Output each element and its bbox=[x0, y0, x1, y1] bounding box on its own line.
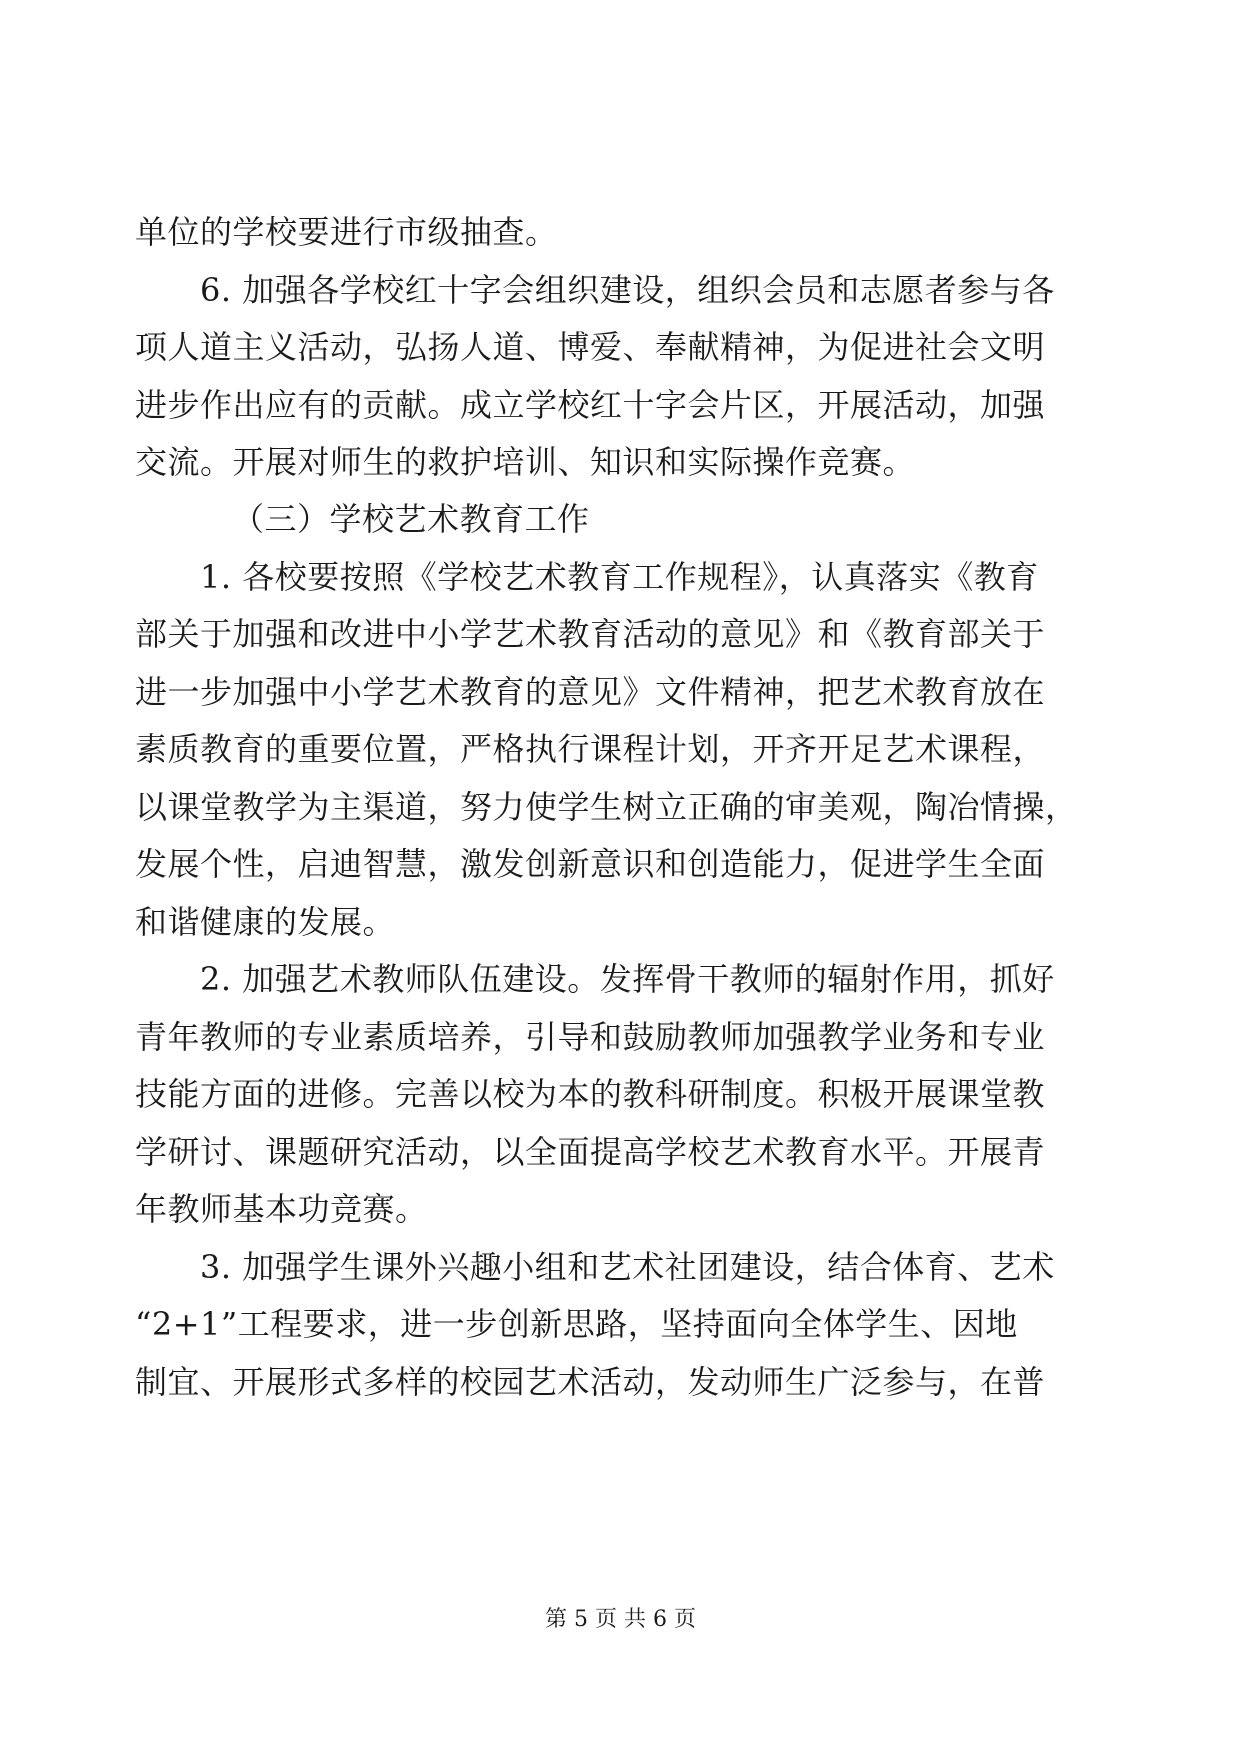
body-line: 技能方面的进修。完善以校为本的教科研制度。积极开展课堂教 bbox=[135, 1075, 1046, 1113]
body-line: 进一步加强中小学艺术教育的意见》文件精神，把艺术教育放在 bbox=[135, 673, 1046, 711]
body-line: 学研讨、课题研究活动，以全面提高学校艺术教育水平。开展青 bbox=[135, 1133, 1046, 1171]
body-line: 部关于加强和改进中小学艺术教育活动的意见》和《教育部关于 bbox=[135, 615, 1046, 653]
body-line: 交流。开展对师生的救护培训、知识和实际操作竞赛。 bbox=[135, 443, 916, 481]
paragraph-1-first-line: 1. 各校要按照《学校艺术教育工作规程》，认真落实《教育 bbox=[200, 558, 1039, 596]
body-line: 单位的学校要进行市级抽查。 bbox=[135, 213, 558, 251]
paragraph-6-first-line: 6. 加强各学校红十字会组织建设，组织会员和志愿者参与各 bbox=[200, 271, 1055, 309]
page-number-footer: 第 5 页 共 6 页 bbox=[545, 1607, 696, 1632]
body-line: 以课堂教学为主渠道，努力使学生树立正确的审美观，陶冶情操， bbox=[135, 788, 1078, 826]
paragraph-3-first-line: 3. 加强学生课外兴趣小组和艺术社团建设，结合体育、艺术 bbox=[200, 1248, 1055, 1286]
body-line: 进步作出应有的贡献。成立学校红十字会片区，开展活动，加强 bbox=[135, 386, 1046, 424]
body-line: 发展个性，启迪智慧，激发创新意识和创造能力，促进学生全面 bbox=[135, 845, 1046, 883]
body-line: 年教师基本功竞赛。 bbox=[135, 1190, 428, 1228]
body-line: 项人道主义活动，弘扬人道、博爱、奉献精神，为促进社会文明 bbox=[135, 328, 1046, 366]
body-line: 制宜、开展形式多样的校园艺术活动，发动师生广泛参与，在普 bbox=[135, 1363, 1046, 1401]
section-heading: （三）学校艺术教育工作 bbox=[232, 500, 590, 538]
body-line: 和谐健康的发展。 bbox=[135, 903, 396, 941]
paragraph-2-first-line: 2. 加强艺术教师队伍建设。发挥骨干教师的辐射作用，抓好 bbox=[200, 960, 1055, 998]
body-line: 素质教育的重要位置，严格执行课程计划，开齐开足艺术课程， bbox=[135, 730, 1046, 768]
body-line: 青年教师的专业素质培养，引导和鼓励教师加强教学业务和专业 bbox=[135, 1018, 1046, 1056]
body-line: “2+1”工程要求，进一步创新思路，坚持面向全体学生、因地 bbox=[135, 1305, 1018, 1343]
